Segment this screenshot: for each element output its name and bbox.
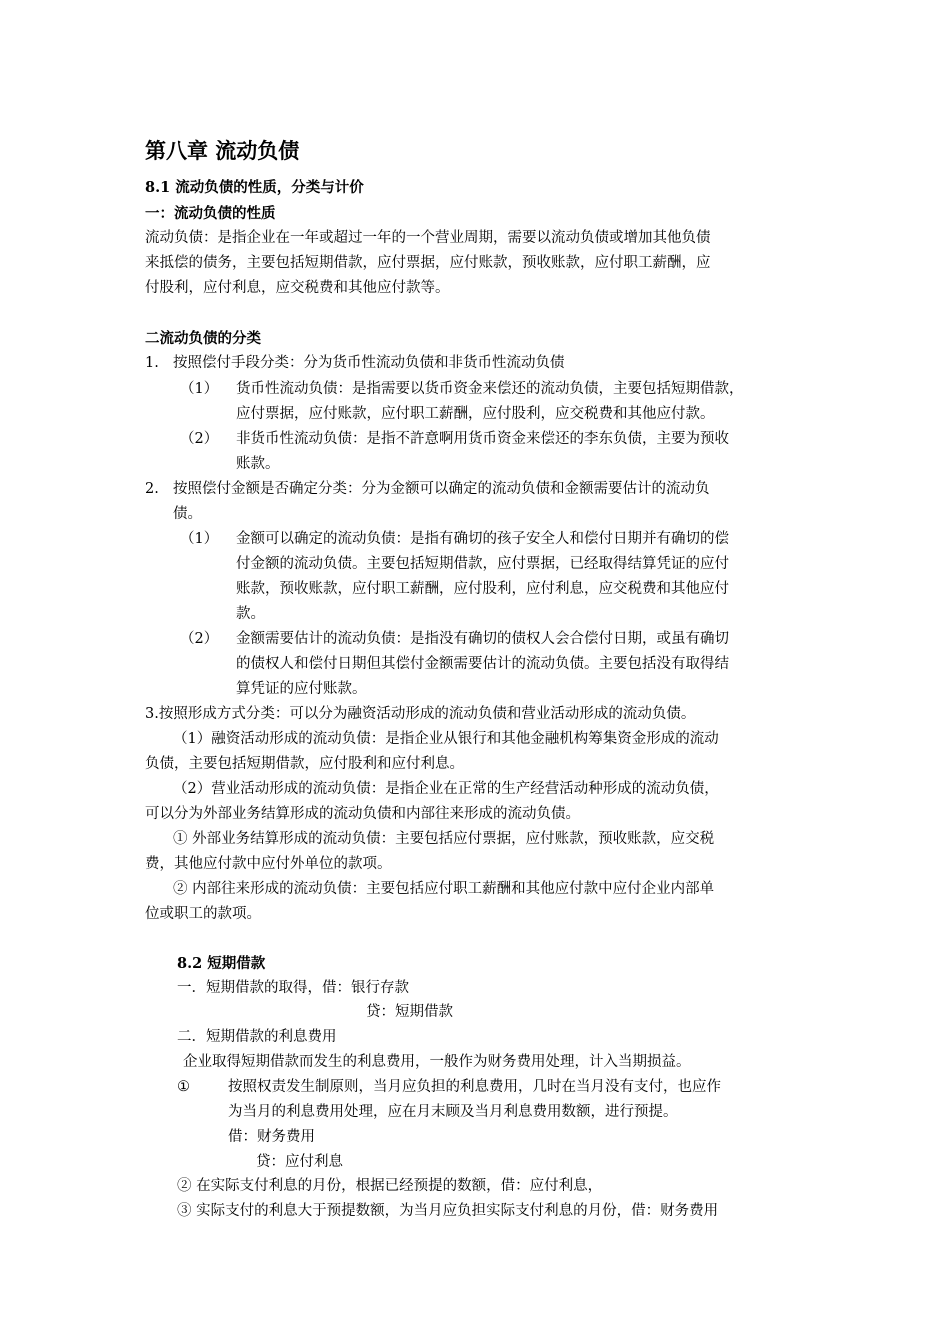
journal-debit-line: 借：财务费用 <box>228 1129 315 1145</box>
paragraph-line: 企业取得短期借款而发生的利息费用，一般作为财务费用处理，计入当期损益。 <box>183 1054 691 1070</box>
sub-item-text: 付金额的流动负债。主要包括短期借款，应付票据，已经取得结算凭证的应付 <box>236 556 729 572</box>
definition-line: 付股利，应付利息，应交税费和其他应付款等。 <box>145 280 450 296</box>
list-item-text: 债。 <box>173 506 202 522</box>
chapter-title: 第八章 流动负债 <box>145 138 300 163</box>
paragraph-line: 可以分为外部业务结算形成的流动负债和内部往来形成的流动负债。 <box>145 806 580 822</box>
paragraph-line: （2）营业活动形成的流动负债：是指企业在正常的生产经营活动种形成的流动负债， <box>173 781 719 797</box>
paragraph-line: 负债，主要包括短期借款，应付股利和应付利息。 <box>145 756 464 772</box>
sub-item-text: 账款。 <box>236 456 280 472</box>
list-item-text: ③ 实际支付的利息大于预提数额，为当月应负担实际支付利息的月份，借：财务费用 <box>177 1203 719 1219</box>
sub-item-text: 应付票据，应付账款，应付职工薪酬，应付股利，应交税费和其他应付款。 <box>236 406 715 422</box>
paragraph-line: 位或职工的款项。 <box>145 906 261 922</box>
sub-item-text: 金额需要估计的流动负债：是指没有确切的债权人会合偿付日期，或虽有确切 <box>236 631 729 647</box>
sub-item-number: （2） <box>180 631 219 647</box>
sub-item-number: （2） <box>180 431 219 447</box>
subsection-nature-heading: 一：流动负债的性质 <box>145 205 276 222</box>
paragraph-line: （1）融资活动形成的流动负债：是指企业从银行和其他金融机构筹集资金形成的流动 <box>173 731 719 747</box>
sub-item-text: 算凭证的应付账款。 <box>236 681 367 697</box>
subsection-classification-heading: 二流动负债的分类 <box>145 330 261 347</box>
paragraph-line: 费，其他应付款中应付外单位的款项。 <box>145 856 392 872</box>
paragraph-line: ② 内部往来形成的流动负债：主要包括应付职工薪酬和其他应付款中应付企业内部单 <box>173 881 715 897</box>
paragraph-line: 3.按照形成方式分类：可以分为融资活动形成的流动负债和营业活动形成的流动负债。 <box>145 706 696 722</box>
list-number: 2. <box>145 481 159 497</box>
section-8-1-heading: 8.1 流动负债的性质，分类与计价 <box>145 179 364 196</box>
sub-item-text: 非货币性流动负债：是指不許意啊用货币资金来偿还的李东负债，主要为预收 <box>236 431 729 447</box>
list-item-text: 按照权责发生制原则，当月应负担的利息费用，几时在当月没有支付，也应作 <box>228 1079 721 1095</box>
paragraph-line: ① 外部业务结算形成的流动负债：主要包括应付票据，应付账款，预收账款，应交税 <box>173 831 715 847</box>
list-item-text: 为当月的利息费用处理，应在月末顾及当月利息费用数额，进行预提。 <box>228 1104 678 1120</box>
paragraph-line: 一．短期借款的取得，借：银行存款 <box>177 980 409 996</box>
list-item-text: 按照偿付手段分类：分为货币性流动负债和非货币性流动负债 <box>173 355 565 371</box>
sub-item-number: （1） <box>180 531 219 547</box>
list-item-text: ② 在实际支付利息的月份，根据已经预提的数额，借：应付利息， <box>177 1178 603 1194</box>
sub-item-text: 款。 <box>236 606 265 622</box>
list-number: 1. <box>145 355 159 371</box>
definition-line: 来抵偿的债务，主要包括短期借款，应付票据，应付账款，预收账款，应付职工薪酬，应 <box>145 255 711 271</box>
journal-credit-line: 贷：应付利息 <box>256 1154 343 1170</box>
journal-credit-line: 贷：短期借款 <box>366 1004 453 1020</box>
definition-line: 流动负债：是指企业在一年或超过一年的一个营业周期，需要以流动负债或增加其他负债 <box>145 230 711 246</box>
sub-item-number: （1） <box>180 381 219 397</box>
sub-item-text: 货币性流动负债：是指需要以货币资金来偿还的流动负债，主要包括短期借款， <box>236 381 744 397</box>
section-8-2-heading: 8.2 短期借款 <box>177 955 266 972</box>
sub-item-text: 账款，预收账款，应付职工薪酬，应付股利，应付利息，应交税费和其他应付 <box>236 581 729 597</box>
sub-item-text: 金额可以确定的流动负债：是指有确切的孩子安全人和偿付日期并有确切的偿 <box>236 531 729 547</box>
list-item-text: 按照偿付金额是否确定分类：分为金额可以确定的流动负债和金额需要估计的流动负 <box>173 481 710 497</box>
sub-item-text: 的债权人和偿付日期但其偿付金额需要估计的流动负债。主要包括没有取得结 <box>236 656 729 672</box>
paragraph-line: 二．短期借款的利息费用 <box>177 1029 337 1045</box>
list-number: ① <box>177 1079 190 1095</box>
